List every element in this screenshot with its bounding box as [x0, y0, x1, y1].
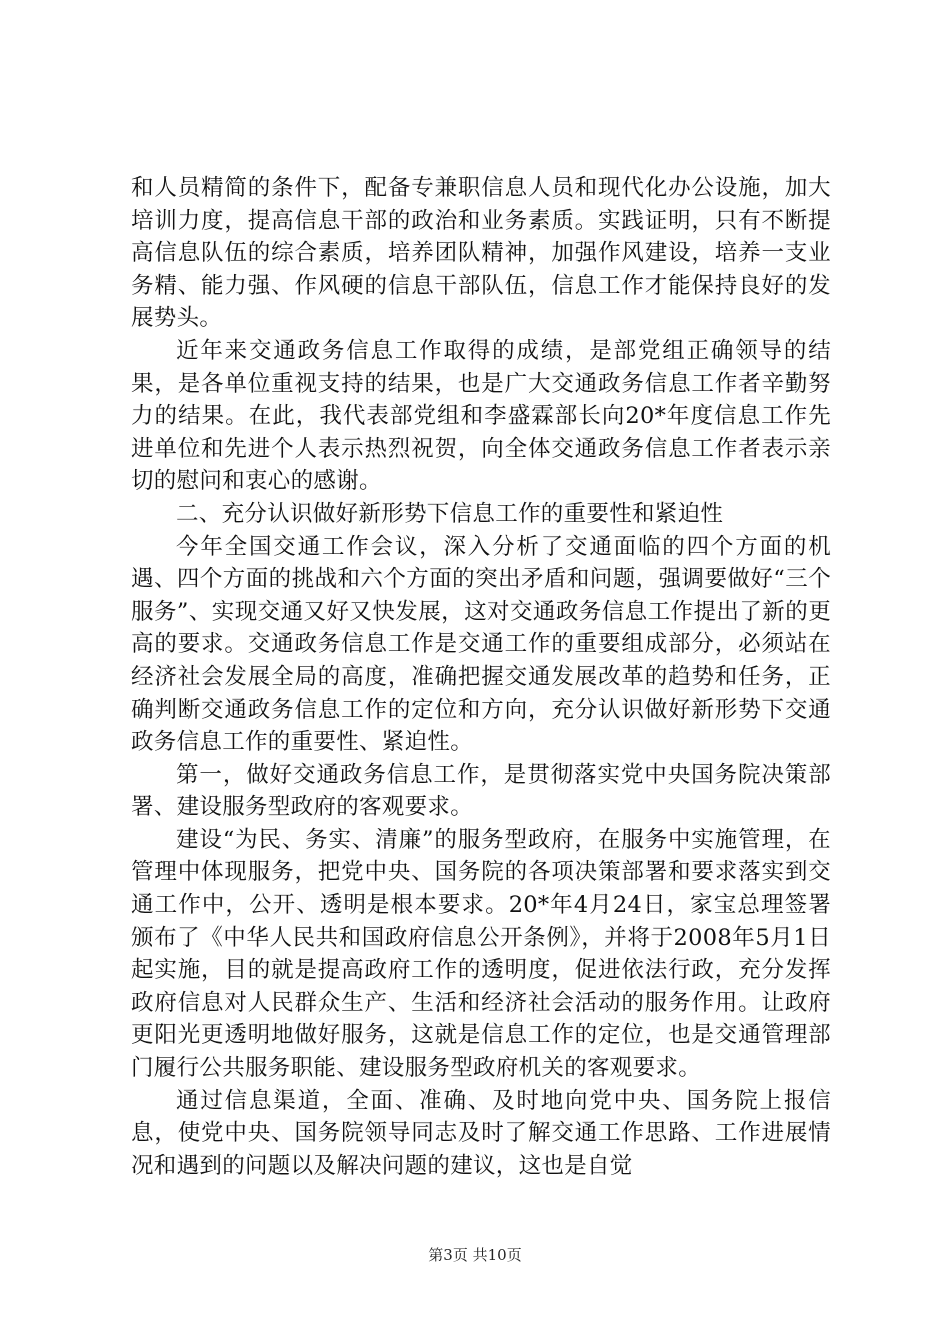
document-body — [131, 172, 831, 1182]
section-heading: 二、充分认识做好新形势下信息工作的重要性和紧迫性 — [176, 500, 724, 527]
paragraph: 近年来交通政务信息工作取得的成绩，是部党组正确领导的结果，是各单位重视支持的结果，也是广大交通政务信息工作者辛勤努力的结果。在此，我代表部党组和李盛霖部长向20*年度信息工作先进单位和先进个人表示热烈祝贺，向全体交通政务信息工作者表示亲切的慰问和衷心的感谢。 — [131, 337, 831, 495]
paragraph: 建设“为民、务实、清廉”的服务型政府，在服务中实施管理，在管理中体现服务，把党中央、国务院的各项决策部署和要求落实到交通工作中，公开、透明是根本要求。20*年4月24日，家宝总理签署颁布了《中华人民共和国政府信息公开条例》，并将于2008年5月1日起实施，目的就是提高政府工作的透明度，促进依法行政，充分发挥政府信息对人民群众生产、生活和经济社会活动的服务作用。让政府更阳光更透明地做好服务，这就是信息工作的定位，也是交通管理部门履行公共服务职能、建设服务型政府机关的客观要求。 — [131, 826, 831, 1082]
page-number-footer: 第3页 共10页 — [428, 1246, 522, 1264]
paragraph-continued: 和人员精简的条件下，配备专兼职信息人员和现代化办公设施，加大培训力度，提高信息干部的政治和业务素质。实践证明，只有不断提高信息队伍的综合素质，培养团队精神，加强作风建设，培养一支业务精、能力强、作风硬的信息干部队伍，信息工作才能保持良好的发展势头。 — [131, 175, 831, 332]
paragraph: 通过信息渠道，全面、准确、及时地向党中央、国务院上报信息，使党中央、国务院领导同志及时了解交通工作思路、工作进展情况和遇到的问题以及解决问题的建议，这也是自觉 — [131, 1087, 831, 1179]
paragraph: 今年全国交通工作会议，深入分析了交通面临的四个方面的机遇、四个方面的挑战和六个方面的突出矛盾和问题，强调要做好“三个服务”、实现交通又好又快发展，这对交通政务信息工作提出了新的更高的要求。交通政务信息工作是交通工作的重要组成部分，必须站在经济社会发展全局的高度，准确把握交通发展改革的趋势和任务，正确判断交通政务信息工作的定位和方向，充分认识做好新形势下交通政务信息工作的重要性、紧迫性。 — [131, 533, 831, 756]
paragraph: 第一，做好交通政务信息工作，是贯彻落实党中央国务院决策部署、建设服务型政府的客观要求。 — [131, 761, 831, 821]
